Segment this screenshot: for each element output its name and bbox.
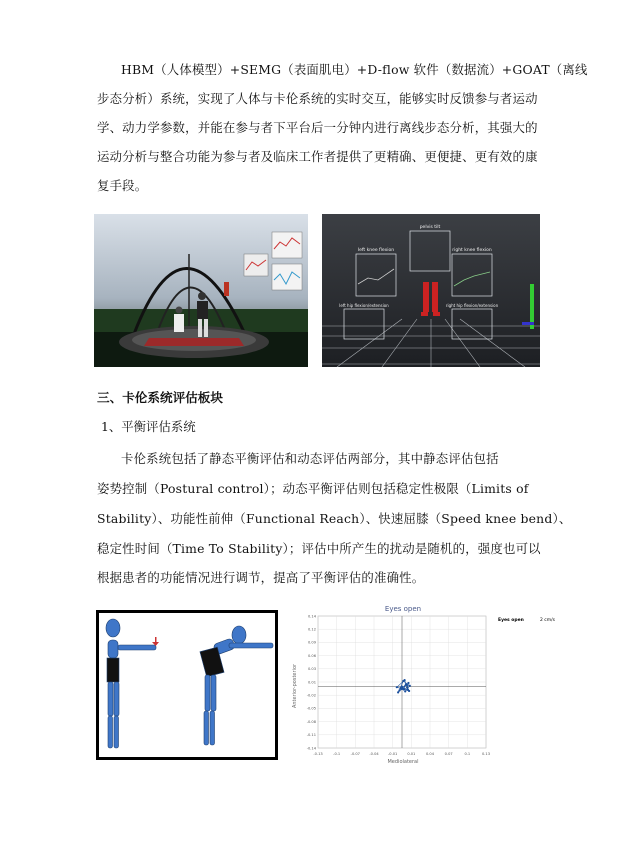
functional-reach-illustration <box>96 610 278 760</box>
data-point <box>403 688 405 690</box>
y-tick-label: 0.14 <box>307 614 316 619</box>
intro-line-4: 运动分析与整合功能为参与者及临床工作者提供了更精确、更便捷、更有效的康 <box>97 149 538 164</box>
y-tick-label: -0.08 <box>306 719 316 724</box>
x-tick-label: 0.07 <box>444 752 453 756</box>
data-point <box>403 679 405 681</box>
subsection-heading: 1、平衡评估系统 <box>101 419 196 434</box>
x-tick-label: -0.07 <box>350 752 360 756</box>
data-point <box>397 691 399 693</box>
y-axis-label: Anterior-posterior <box>292 663 298 709</box>
y-tick-label: -0.05 <box>306 706 316 711</box>
data-point <box>396 686 398 688</box>
chart-title: Eyes open <box>384 605 422 613</box>
intro-line-5: 复手段。 <box>97 178 148 193</box>
data-point <box>398 689 400 691</box>
x-tick-label: 0.04 <box>425 752 435 756</box>
gait-analysis-screen-photo <box>322 214 540 367</box>
data-point <box>406 687 408 689</box>
eyes-open-chart <box>290 598 590 768</box>
balance-line-3: Stability）、功能性前伸（Functional Reach）、快速屈膝（Speed knee bend）、 <box>97 511 572 526</box>
right-hip-label: right hip flexion/extension <box>445 303 499 308</box>
x-tick-label: 0.1 <box>464 752 471 756</box>
left-hip-label: left hip flexion/extension <box>339 303 389 308</box>
balance-line-1: 卡伦系统包括了静态平衡评估和动态评估两部分，其中静态评估包括 <box>121 451 499 466</box>
intro-line-1: HBM（人体模型）+SEMG（表面肌电）+D-flow 软件（数据流）+GOAT（离线 <box>121 62 588 77</box>
x-tick-label: 0.13 <box>481 752 491 756</box>
section-heading: 三、卡伦系统评估板块 <box>97 390 223 405</box>
data-point <box>409 685 411 687</box>
y-tick-label: -0.11 <box>306 733 316 738</box>
y-tick-label: -0.02 <box>306 693 316 698</box>
balance-line-4: 稳定性时间（Time To Stability）；评估中所产生的扰动是随机的，强度也可以 <box>97 541 541 556</box>
data-point <box>408 690 410 692</box>
x-tick-label: -0.04 <box>369 752 379 756</box>
data-point <box>404 690 406 692</box>
x-tick-label: -0.1 <box>333 752 341 756</box>
balance-line-5: 根据患者的功能情况进行调节，提高了平衡评估的准确性。 <box>97 570 425 585</box>
legend-value: 2 cm/s <box>540 618 556 623</box>
x-tick-label: 0.01 <box>407 752 416 756</box>
right-knee-label: right knee flexion <box>452 248 492 253</box>
intro-line-2: 步态分析）系统，实现了人体与卡伦系统的实时交互，能够实时反馈参与者运动 <box>97 91 538 106</box>
y-tick-label: 0.06 <box>307 653 316 658</box>
data-point <box>405 684 407 686</box>
y-tick-label: 0.01 <box>307 680 316 685</box>
data-point <box>407 682 409 684</box>
pelvis-tilt-label: pelvis tilt <box>419 225 441 230</box>
caren-platform-photo <box>94 214 308 367</box>
x-axis-label: Mediolateral <box>387 759 419 765</box>
data-point <box>400 687 402 689</box>
left-knee-label: left knee flexion <box>357 248 395 253</box>
y-tick-label: 0.03 <box>307 667 316 672</box>
x-tick-label: -0.01 <box>388 752 398 756</box>
x-tick-label: -0.13 <box>313 752 323 756</box>
y-tick-label: 0.09 <box>307 640 316 645</box>
legend-label: Eyes open <box>498 618 524 623</box>
balance-line-2: 姿势控制（Postural control）；动态平衡评估则包括稳定性极限（Limits of <box>97 481 529 496</box>
y-tick-label: -0.14 <box>306 746 316 751</box>
intro-line-3: 学、动力学参数，并能在参与者下平台后一分钟内进行离线步态分析，其强大的 <box>97 120 538 135</box>
y-tick-label: 0.12 <box>307 627 316 632</box>
